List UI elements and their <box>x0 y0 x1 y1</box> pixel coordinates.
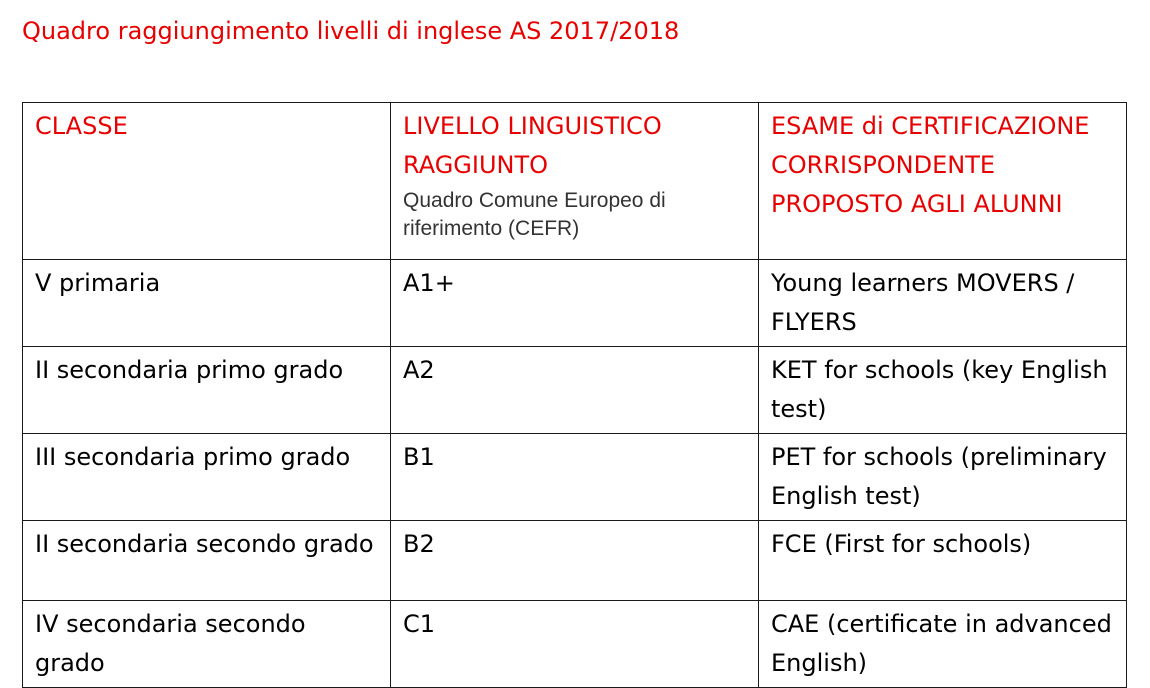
cell-esame: Young learners MOVERS / FLYERS <box>759 260 1127 347</box>
header-livello-subtitle: Quadro Comune Europeo di riferimento (CEFR) <box>403 189 666 240</box>
table-row <box>23 260 1127 347</box>
cell-esame: PET for schools (preliminary English test) <box>759 434 1127 521</box>
levels-table <box>22 102 1127 688</box>
table-row <box>23 521 1127 601</box>
cell-esame: FCE (First for schools) <box>759 521 1127 601</box>
header-livello-label: LIVELLO LINGUISTICO RAGGIUNTO <box>403 112 662 179</box>
table-header-row <box>23 103 1127 260</box>
table-row <box>23 601 1127 688</box>
header-classe-label: CLASSE <box>35 112 128 140</box>
cell-livello: C1 <box>391 601 759 688</box>
header-esame-label: ESAME di CERTIFICAZIONE CORRISPONDENTE PROPOSTO AGLI ALUNNI <box>771 112 1090 218</box>
cell-esame: KET for schools (key English test) <box>759 347 1127 434</box>
table-row <box>23 434 1127 521</box>
cell-classe: II secondaria secondo grado <box>23 521 391 601</box>
header-esame <box>759 103 1127 260</box>
cell-esame: CAE (certificate in advanced English) <box>759 601 1127 688</box>
cell-livello: A1+ <box>391 260 759 347</box>
cell-classe: III secondaria primo grado <box>23 434 391 521</box>
page-title: Quadro raggiungimento livelli di inglese AS 2017/2018 <box>22 17 680 45</box>
cell-classe: V primaria <box>23 260 391 347</box>
cell-livello: B1 <box>391 434 759 521</box>
cell-classe: IV secondaria secondo grado <box>23 601 391 688</box>
header-livello <box>391 103 759 260</box>
table-row <box>23 347 1127 434</box>
cell-livello: A2 <box>391 347 759 434</box>
cell-livello: B2 <box>391 521 759 601</box>
cell-classe: II secondaria primo grado <box>23 347 391 434</box>
header-classe <box>23 103 391 260</box>
